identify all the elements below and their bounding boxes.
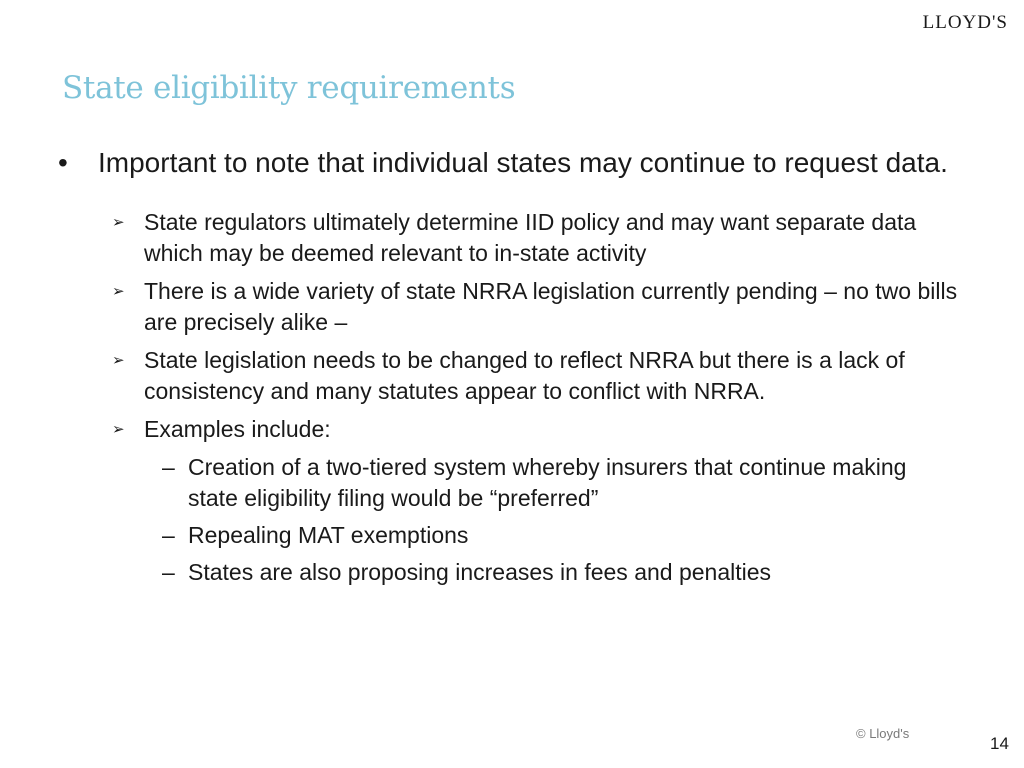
bullet-level-3 (58, 452, 958, 514)
bullet-level-2 (58, 207, 958, 269)
bullet-level-2 (58, 345, 958, 407)
slide-title: State eligibility requirements (62, 70, 516, 106)
bullet-text: State legislation needs to be changed to reflect NRRA but there is a lack of consistency and many statutes appear to conflict with NRRA. (144, 347, 905, 404)
arrow-bullet-icon: ➢ (112, 352, 125, 369)
bullet-text: Examples include: (144, 416, 331, 442)
bullet-text: State regulators ultimately determine IID policy and may want separate data which may be deemed relevant to in-state activity (144, 209, 917, 266)
bullet-text: Important to note that individual states may continue to request data. (98, 147, 948, 178)
arrow-bullet-icon: ➢ (112, 214, 125, 231)
dash-bullet-icon: – (162, 454, 175, 480)
dash-bullet-icon: – (162, 559, 175, 585)
lloyds-logo: LLOYD'S (922, 12, 1008, 33)
arrow-bullet-icon: ➢ (112, 421, 125, 438)
slide-content (58, 145, 958, 594)
bullet-dot-icon: • (58, 147, 68, 178)
bullet-text: There is a wide variety of state NRRA legislation currently pending – no two bills are precisely alike – (144, 278, 958, 335)
bullet-level-2 (58, 276, 958, 338)
copyright-text: © Lloyd's (856, 726, 910, 741)
bullet-text: Creation of a two-tiered system whereby insurers that continue making state eligibility filing would be “preferred” (188, 454, 907, 511)
dash-bullet-icon: – (162, 522, 175, 548)
bullet-level-3 (58, 520, 958, 551)
bullet-text: States are also proposing increases in fees and penalties (188, 559, 772, 585)
bullet-text: Repealing MAT exemptions (188, 522, 469, 548)
bullet-level-2 (58, 414, 958, 445)
bullet-level-3 (58, 557, 958, 588)
bullet-level-1 (58, 145, 958, 181)
arrow-bullet-icon: ➢ (112, 283, 125, 300)
page-number: 14 (990, 734, 1009, 753)
